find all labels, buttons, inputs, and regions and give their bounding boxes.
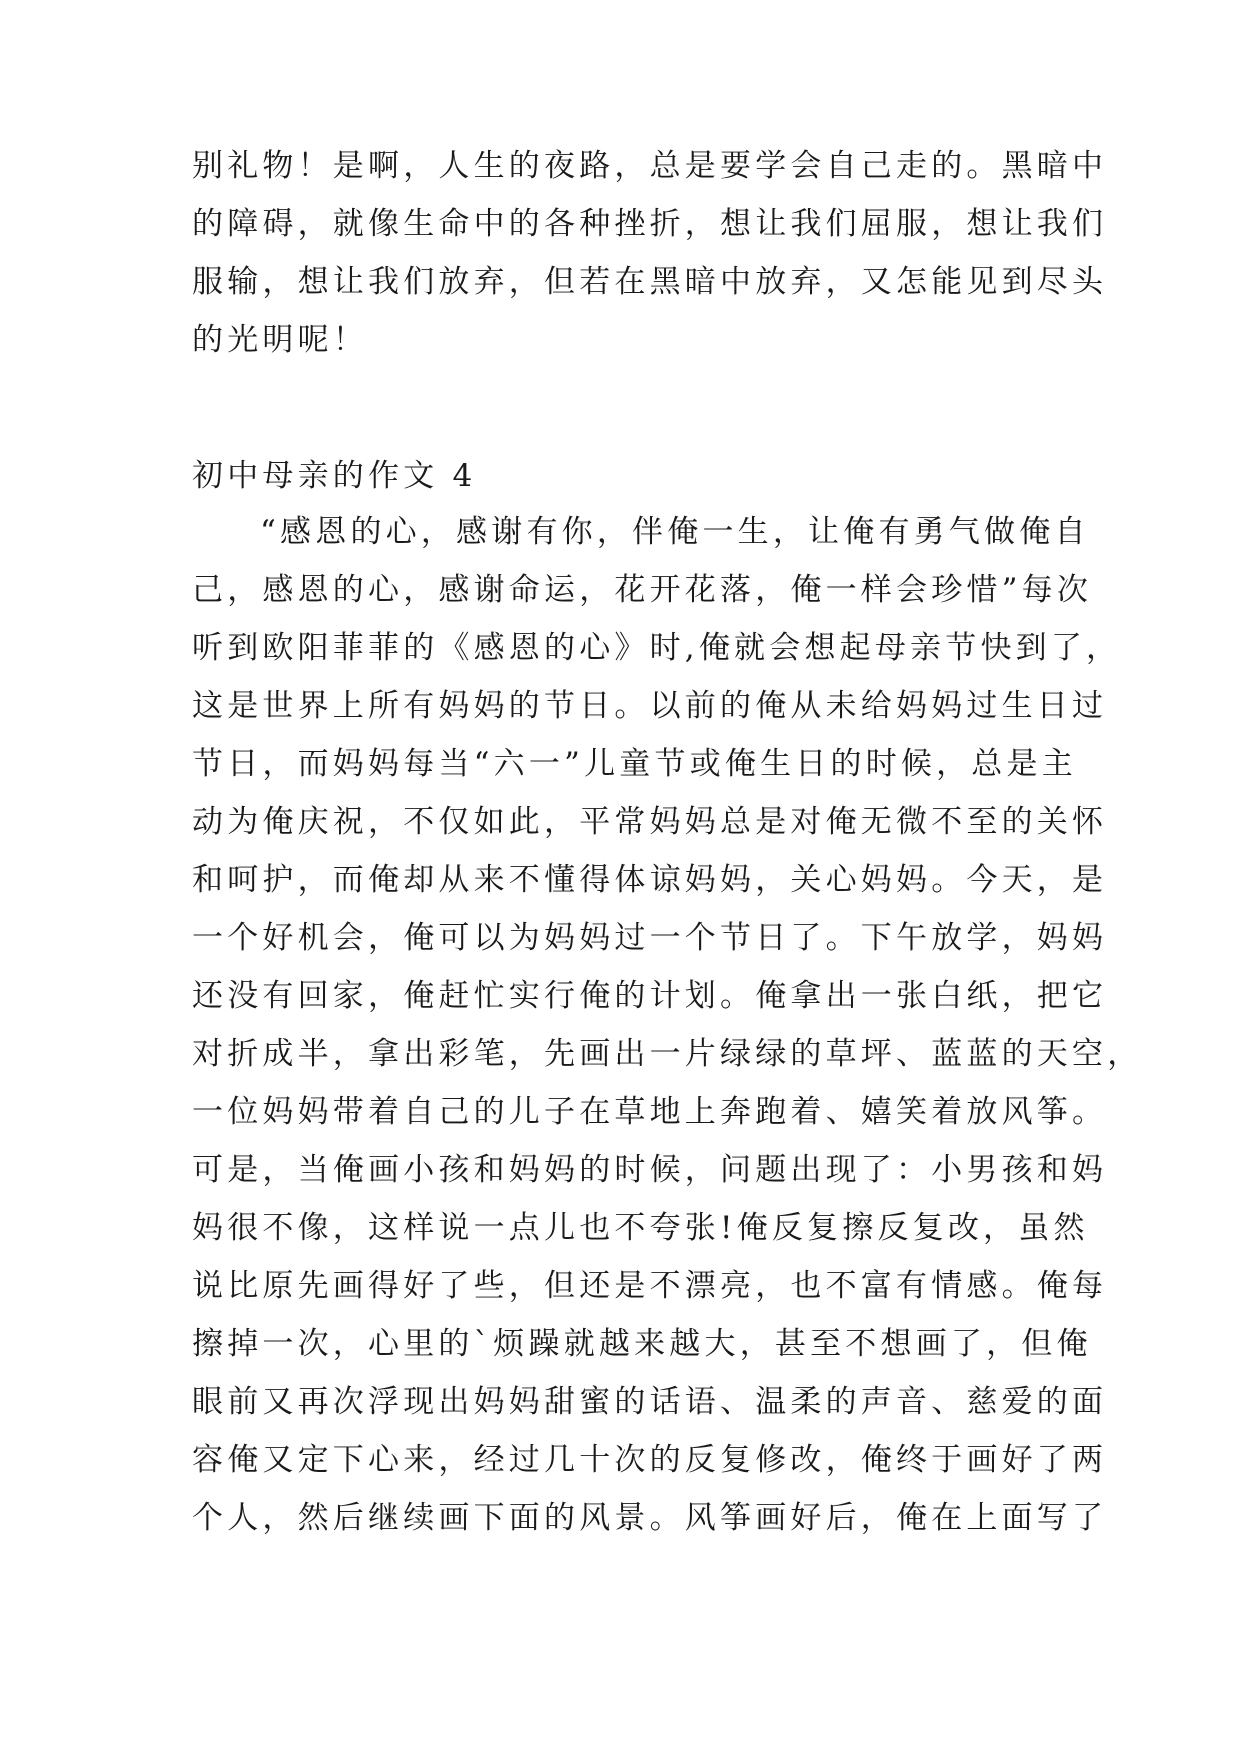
text-line: 节日，而妈妈每当“六一”儿童节或俺生日的时候，总是主: [192, 746, 1077, 782]
text-line: 别礼物！是啊，人生的夜路，总是要学会自己走的。黑暗中: [192, 148, 1108, 184]
text-line: 说比原先画得好了些，但还是不漂亮，也不富有情感。俺每: [192, 1268, 1108, 1304]
text-line: 动为俺庆祝，不仅如此，平常妈妈总是对俺无微不至的关怀: [192, 804, 1108, 840]
text-line: 和呵护，而俺却从来不懂得体谅妈妈，关心妈妈。今天，是: [192, 862, 1108, 898]
text-line: 妈很不像，这样说一点儿也不夸张!俺反复擦反复改，虽然: [192, 1210, 1089, 1246]
text-line: 对折成半，拿出彩笔，先画出一片绿绿的草坪、蓝蓝的天空，: [192, 1036, 1143, 1072]
text-line: 的光明呢！: [192, 322, 368, 358]
text-line: 的障碍，就像生命中的各种挫折，想让我们屈服，想让我们: [192, 206, 1108, 242]
text-line: 擦掉一次，心里的`烦躁就越来越大，甚至不想画了，但俺: [192, 1326, 1092, 1362]
text-line: 服输，想让我们放弃，但若在黑暗中放弃，又怎能见到尽头: [192, 264, 1108, 300]
text-line: 可是，当俺画小孩和妈妈的时候，问题出现了：小男孩和妈: [192, 1152, 1108, 1188]
text-line: 一个好机会，俺可以为妈妈过一个节日了。下午放学，妈妈: [192, 920, 1108, 956]
text-line: 容俺又定下心来，经过几十次的反复修改，俺终于画好了两: [192, 1442, 1108, 1478]
text-line: 个人，然后继续画下面的风景。风筝画好后，俺在上面写了: [192, 1500, 1108, 1536]
section-title: 初中母亲的作文 4: [192, 458, 477, 494]
text-line: 这是世界上所有妈妈的节日。以前的俺从未给妈妈过生日过: [192, 688, 1108, 724]
text-line: 还没有回家，俺赶忙实行俺的计划。俺拿出一张白纸，把它: [192, 978, 1108, 1014]
text-line: 听到欧阳菲菲的《感恩的心》时,俺就会想起母亲节快到了，: [192, 630, 1122, 666]
text-line: 一位妈妈带着自己的儿子在草地上奔跑着、嬉笑着放风筝。: [192, 1094, 1108, 1130]
text-line: “感恩的心，感谢有你，伴俺一生，让俺有勇气做俺自: [260, 514, 1090, 550]
text-line: 己，感恩的心，感谢命运，花开花落，俺一样会珍惜”每次: [192, 572, 1093, 608]
text-line: 眼前又再次浮现出妈妈甜蜜的话语、温柔的声音、慈爱的面: [192, 1384, 1108, 1420]
